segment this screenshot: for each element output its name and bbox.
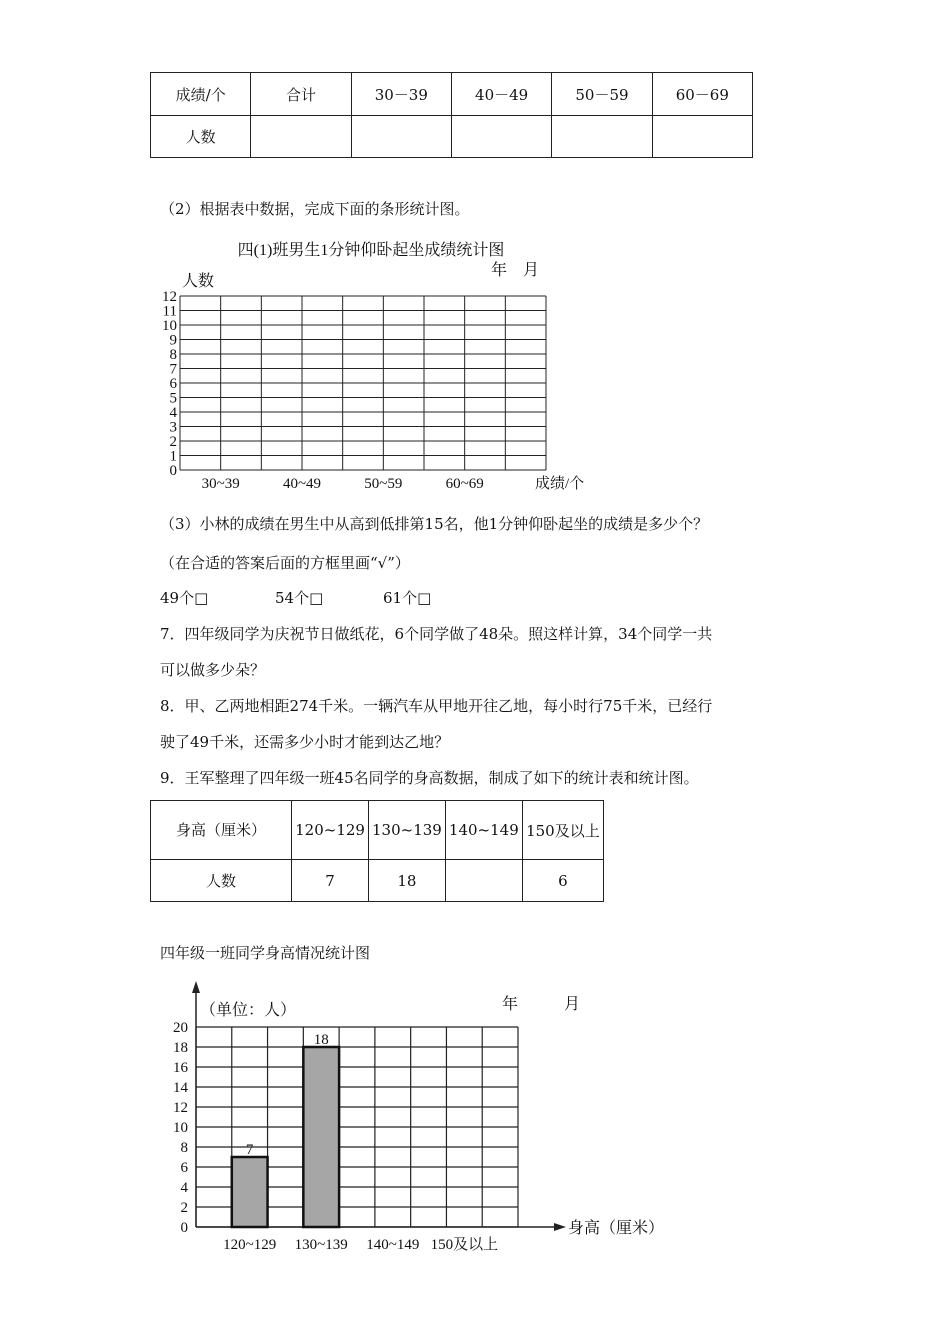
y-tick-label: 4 — [169, 405, 177, 421]
y-tick-label: 10 — [162, 318, 177, 334]
y-tick-label: 2 — [169, 434, 177, 450]
y-tick-label: 0 — [180, 1220, 188, 1236]
y-axis-arrow-icon — [192, 981, 200, 993]
date-year-label: 年 — [502, 996, 519, 1013]
x-tick-label: 50~59 — [364, 476, 403, 492]
question-9: 9．王军整理了四年级一班45名同学的身高数据，制成了如下的统计表和统计图。 — [160, 769, 699, 787]
y-tick-label: 14 — [173, 1080, 188, 1096]
y-tick-label: 18 — [173, 1040, 188, 1056]
y-tick-label: 7 — [169, 361, 177, 378]
bar — [303, 1047, 339, 1227]
y-tick-label: 8 — [180, 1140, 188, 1156]
y-tick-label: 12 — [162, 289, 177, 305]
data-label: 18 — [313, 1032, 329, 1048]
x-axis-label: 身高（厘米） — [568, 1220, 665, 1237]
y-tick-label: 2 — [180, 1200, 188, 1216]
table-header-cell: 130~139 — [369, 801, 446, 860]
answer-option-61[interactable]: 61个□ — [383, 589, 432, 607]
date-month-label: 月 — [564, 996, 581, 1013]
height-table — [150, 800, 604, 902]
table-row-label: 人数 — [151, 860, 292, 902]
y-axis-label: （单位：人） — [200, 1002, 297, 1019]
table-cell: 18 — [369, 860, 446, 902]
table-header-cell: 140~149 — [445, 801, 522, 860]
bar — [232, 1157, 268, 1227]
y-tick-label: 20 — [173, 1020, 188, 1036]
y-axis-label: 人数 — [182, 273, 215, 290]
answer-option-54[interactable]: 54个□ — [275, 589, 324, 607]
x-tick-label: 130~139 — [294, 1237, 348, 1253]
question-8-line2: 驶了49千米，还需多少小时才能到达乙地？ — [160, 733, 450, 751]
y-tick-label: 6 — [169, 376, 177, 392]
x-tick-label: 120~129 — [223, 1237, 277, 1253]
x-tick-label: 40~49 — [282, 476, 322, 492]
x-axis-arrow-icon — [554, 1223, 566, 1231]
question-7-line1: 7．四年级同学为庆祝节日做纸花，6个同学做了48朵。照这样计算，34个同学一共 — [160, 625, 713, 643]
score-table — [150, 72, 753, 158]
question-7-line2: 可以做多少朵？ — [160, 661, 266, 679]
y-tick-label: 11 — [162, 303, 177, 320]
y-tick-label: 1 — [169, 448, 177, 465]
y-tick-label: 10 — [173, 1120, 188, 1136]
table-row-label: 人数 — [151, 116, 251, 158]
y-tick-label: 0 — [169, 463, 177, 479]
table-header-cell: 40－49 — [451, 73, 551, 116]
question-6-3-note: （在合适的答案后面的方框里画“√”） — [160, 554, 410, 572]
x-axis-label: 成绩/个 — [535, 476, 585, 492]
y-tick-label: 4 — [180, 1180, 188, 1196]
data-label: 7 — [245, 1142, 254, 1158]
table-header-cell: 成绩/个 — [151, 73, 251, 116]
x-tick-label: 150及以上 — [430, 1237, 499, 1253]
y-tick-label: 12 — [173, 1100, 188, 1116]
table-cell-blank[interactable] — [351, 116, 451, 158]
x-tick-label: 60~69 — [445, 476, 484, 492]
x-tick-label: 140~149 — [366, 1237, 420, 1253]
table-header-cell: 120~129 — [292, 801, 369, 860]
table-cell-blank[interactable] — [451, 116, 551, 158]
table-cell-blank[interactable] — [251, 116, 351, 158]
date-label: 年 月 — [490, 262, 540, 279]
question-6-3: （3）小林的成绩在男生中从高到低排第15名，他1分钟仰卧起坐的成绩是多少个？ — [160, 515, 709, 533]
y-tick-label: 5 — [169, 390, 177, 407]
table-header-cell: 身高（厘米） — [151, 801, 292, 860]
chart-situp-scores — [140, 230, 610, 500]
y-tick-label: 9 — [169, 332, 177, 349]
table-cell-blank[interactable] — [652, 116, 752, 158]
table-header-cell: 60－69 — [652, 73, 752, 116]
table-cell: 6 — [522, 860, 603, 902]
y-tick-label: 3 — [169, 419, 177, 436]
question-8-line1: 8．甲、乙两地相距274千米。一辆汽车从甲地开往乙地，每小时行75千米，已经行 — [160, 697, 713, 715]
y-tick-label: 6 — [180, 1160, 188, 1176]
table-header-cell: 30－39 — [351, 73, 451, 116]
chart-title: 四(1)班男生1分钟仰卧起坐成绩统计图 — [237, 242, 505, 259]
chart-heights — [150, 975, 690, 1265]
x-tick-label: 30~39 — [201, 476, 240, 492]
y-tick-label: 8 — [169, 347, 177, 363]
table-header-cell: 50－59 — [552, 73, 652, 116]
answer-option-49[interactable]: 49个□ — [160, 589, 209, 607]
question-6-2: （2）根据表中数据，完成下面的条形统计图。 — [160, 200, 470, 218]
table-cell: 7 — [292, 860, 369, 902]
table-cell-blank[interactable] — [445, 860, 522, 902]
table-header-cell: 150及以上 — [522, 801, 603, 860]
chart-2-title: 四年级一班同学身高情况统计图 — [160, 944, 371, 962]
table-header-cell: 合计 — [251, 73, 351, 116]
table-cell-blank[interactable] — [552, 116, 652, 158]
y-tick-label: 16 — [173, 1060, 188, 1076]
